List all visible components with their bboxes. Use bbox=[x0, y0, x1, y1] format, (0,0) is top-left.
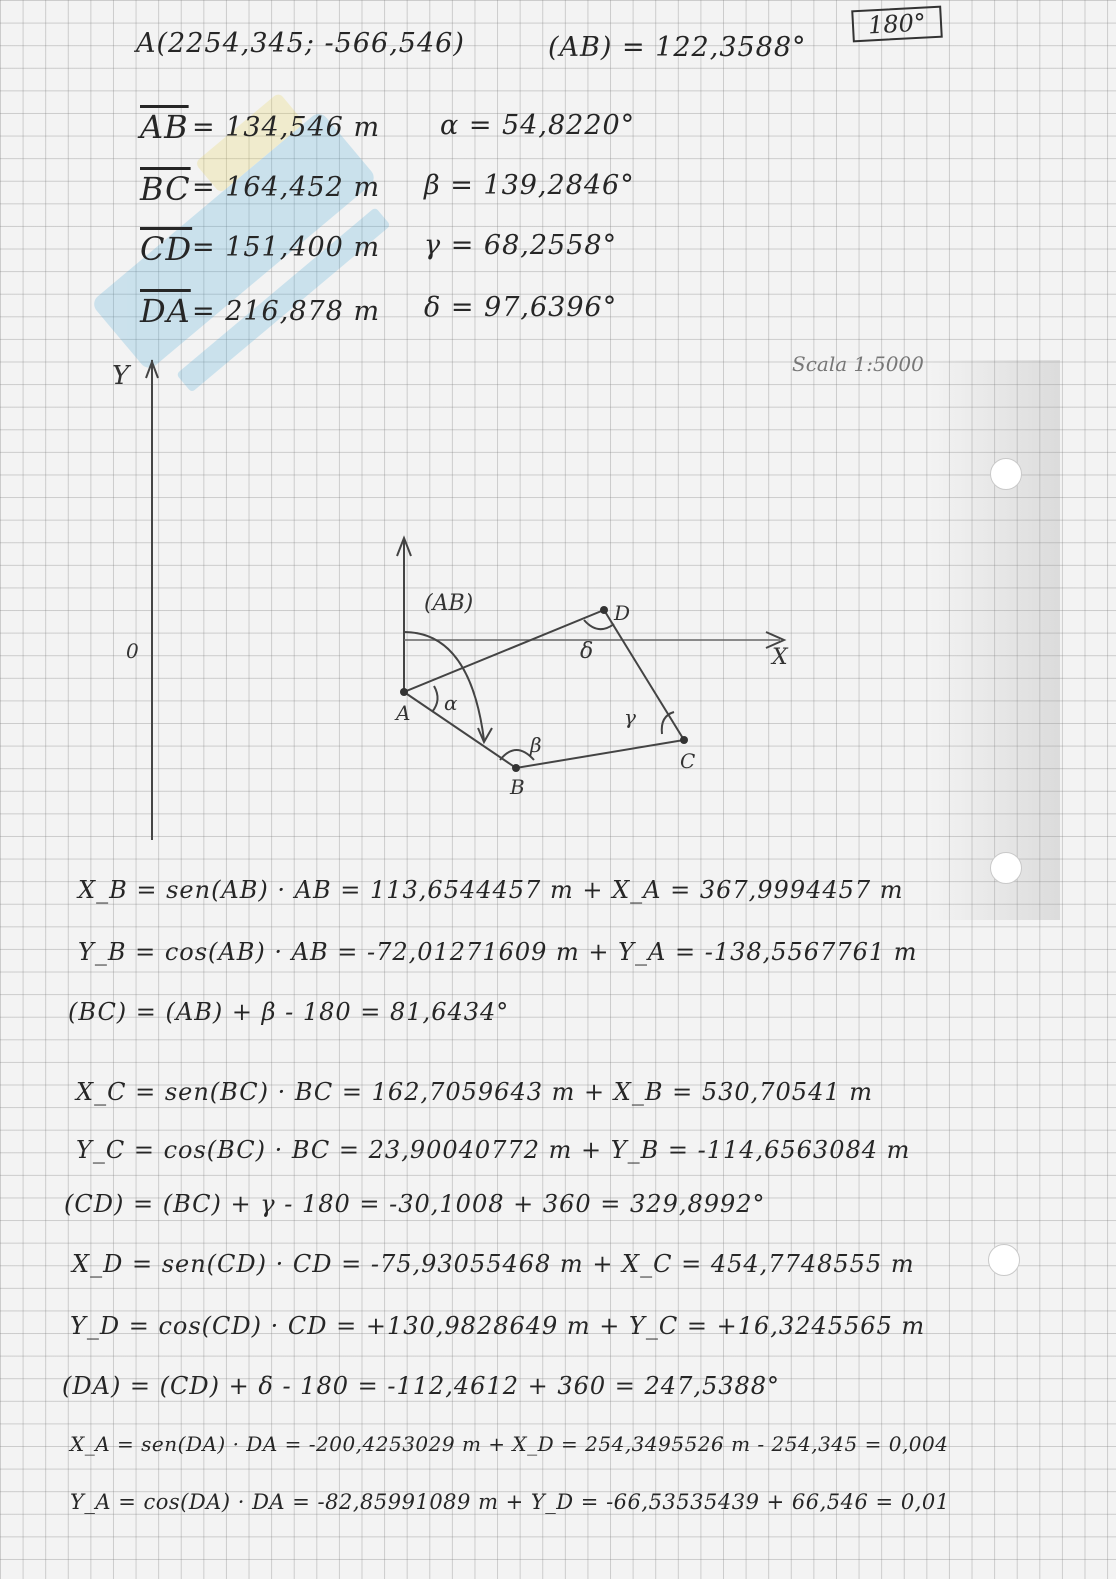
beta-arc bbox=[500, 750, 534, 760]
azimuth-ab: (AB) = 122,3588° bbox=[548, 32, 807, 63]
calc-az-da: (DA) = (CD) + δ - 180 = -112,4612 + 360 = 247,5388° bbox=[62, 1372, 781, 1400]
side-bc-label: $\overline{BC}$ bbox=[140, 170, 191, 208]
side-bc-value: = 164,452 m bbox=[192, 172, 381, 203]
calc-xa-check: X_A = sen(DA) · DA = -200,4253029 m + X_D = 254,3495526 m - 254,345 = 0,004 bbox=[70, 1432, 949, 1456]
stamp-180: 180° bbox=[851, 6, 942, 43]
angle-beta-value: β = 139,2846° bbox=[424, 170, 635, 201]
origin-label: 0 bbox=[126, 639, 139, 663]
side-da-value: = 216,878 m bbox=[192, 296, 381, 327]
calc-xc: X_C = sen(BC) · BC = 162,7059643 m + X_B = 530,70541 m bbox=[76, 1078, 874, 1106]
point-b-marker bbox=[512, 764, 520, 772]
calc-yd: Y_D = cos(CD) · CD = +130,9828649 m + Y_C = +16,3245565 m bbox=[70, 1312, 926, 1340]
alpha-label: α bbox=[444, 691, 458, 715]
side-cd-value: = 151,400 m bbox=[192, 232, 381, 263]
calc-yb: Y_B = cos(AB) · AB = -72,01271609 m + Y_A = -138,5567761 m bbox=[78, 938, 918, 966]
gamma-label: γ bbox=[624, 705, 636, 729]
calc-xb: X_B = sen(AB) · AB = 113,6544457 m + X_A = 367,9994457 m bbox=[78, 876, 904, 904]
calc-yc: Y_C = cos(BC) · BC = 23,90040772 m + Y_B = -114,6563084 m bbox=[76, 1136, 911, 1164]
calc-ya-check: Y_A = cos(DA) · DA = -82,85991089 m + Y_D = -66,53535439 + 66,546 = 0,01 bbox=[70, 1490, 950, 1514]
scale-note: Scala 1:5000 bbox=[792, 352, 924, 376]
side-cd-label: $\overline{CD}$ bbox=[140, 230, 193, 268]
gamma-arc bbox=[662, 712, 674, 734]
calc-az-bc: (BC) = (AB) + β - 180 = 81,6434° bbox=[68, 998, 510, 1026]
traverse-polygon bbox=[404, 610, 684, 768]
traverse-diagram bbox=[0, 340, 1116, 860]
angle-delta-value: δ = 97,6396° bbox=[424, 292, 618, 323]
angle-gamma-value: γ = 68,2558° bbox=[424, 230, 618, 261]
point-c-marker bbox=[680, 736, 688, 744]
azimuth-arrow bbox=[478, 728, 492, 742]
side-ab-label: $\overline{AB}$ bbox=[140, 108, 189, 146]
point-b-label: B bbox=[510, 775, 525, 799]
alpha-arc bbox=[432, 686, 438, 712]
delta-arc bbox=[584, 620, 614, 629]
calc-az-cd: (CD) = (BC) + γ - 180 = -30,1008 + 360 = 329,8992° bbox=[64, 1190, 766, 1218]
punch-hole-middle bbox=[990, 852, 1022, 884]
punch-hole-bottom bbox=[988, 1244, 1020, 1276]
point-d-label: D bbox=[614, 601, 631, 625]
beta-label: β bbox=[530, 733, 542, 757]
point-a-marker bbox=[400, 688, 408, 696]
delta-label: δ bbox=[580, 639, 594, 664]
x-axis-label: X bbox=[772, 645, 788, 670]
y-axis-label: Y bbox=[112, 361, 130, 391]
point-a-label: A bbox=[396, 701, 411, 725]
point-c-label: C bbox=[680, 749, 696, 773]
azimuth-ab-label: (AB) bbox=[424, 591, 474, 616]
punch-hole-top bbox=[990, 458, 1022, 490]
side-da-label: $\overline{DA}$ bbox=[140, 292, 191, 330]
side-ab-value: = 134,546 m bbox=[192, 112, 381, 143]
angle-alpha-value: α = 54,8220° bbox=[440, 110, 636, 141]
point-a-coords: A(2254,345; -566,546) bbox=[136, 28, 465, 59]
point-d-marker bbox=[600, 606, 608, 614]
calc-xd: X_D = sen(CD) · CD = -75,93055468 m + X_C = 454,7748555 m bbox=[72, 1250, 915, 1278]
